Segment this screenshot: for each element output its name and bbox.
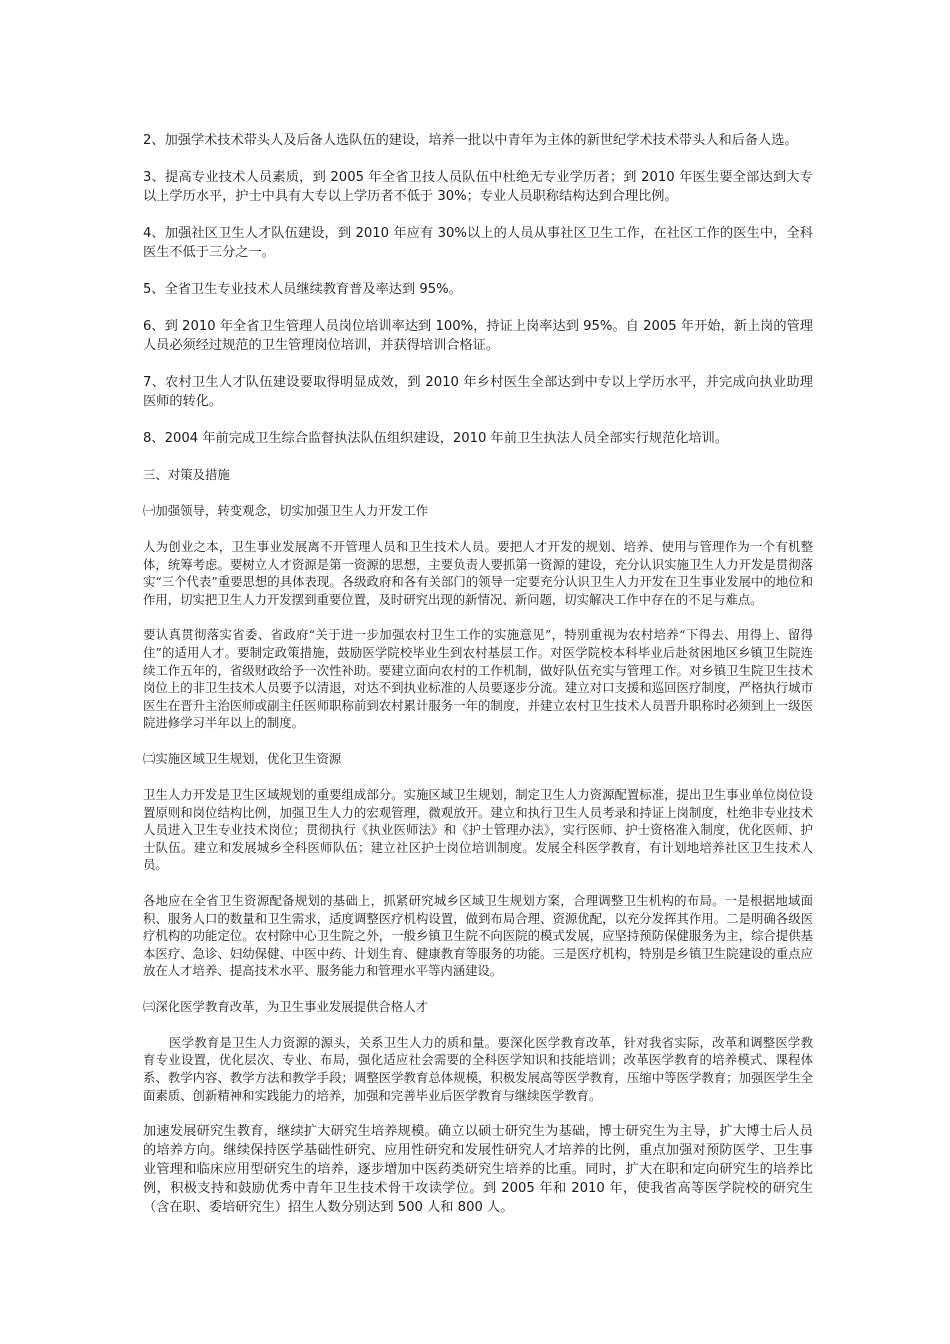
measure-3-paragraph-2: 加速发展研究生教育，继续扩大研究生培养规模。确立以硕士研究生为基础，博士研究生为主导，扩大博士后人员的培养方向。继续保持医学基础性研究、应用性研究和发展性研究人才培养的比例，重点加强对预防医学、卫生事业管理和临床应用型研究生的培养，逐步增加中医药类研究生培养的比重。同时，扩大在职和定向研究生的培养比例，积极支持和鼓励优秀中青年卫生技术骨干攻读学位。到 2005 年和 2010 年，使我省高等医学院校的研究生（含在职、委培研究生）招生人数分别达到 500 人和 800 人。 — [143, 1124, 813, 1216]
measure-3-paragraph-1: 医学教育是卫生人力资源的源头，关系卫生人力的质和量。要深化医学教育改革，针对我省实际，改革和调整医学教育专业设置，优化层次、专业、布局，强化适应社会需要的全科医学知识和技能培训；改革医学教育的培养模式、课程体系、教学内容、教学方法和教学手段；调整医学教育总体规模，积极发展高等医学教育，压缩中等医学教育；加强医学生全面素质、创新精神和实践能力的培养，加强和完善毕业后医学教育与继续医学教育。 — [143, 1034, 813, 1103]
goal-item-2: 2、加强学术技术带头人及后备人选队伍的建设，培养一批以中青年为主体的新世纪学术技术带头人和后备人选。 — [143, 133, 798, 148]
measure-1-heading: ㈠加强领导，转变观念，切实加强卫生人力开发工作 — [143, 503, 428, 518]
goal-item-3: 3、提高专业技术人员素质，到 2005 年全省卫技人员队伍中杜绝无专业学历者；到 2010 年医生要全部达到大专以上学历水平，护士中具有大专以上学历者不低于 30%；专业人员职称结构达到合理比例。 — [143, 170, 813, 204]
goal-item-8: 8、2004 年前完成卫生综合监督执法队伍组织建设，2010 年前卫生执法人员全部实行规范化培训。 — [143, 431, 729, 446]
goal-item-7: 7、农村卫生人才队伍建设要取得明显成效，到 2010 年乡村医生全部达到中专以上学历水平，并完成向执业助理医师的转化。 — [143, 375, 813, 409]
measure-3-heading: ㈢深化医学教育改革，为卫生事业发展提供合格人才 — [143, 998, 428, 1014]
document-page — [143, 131, 813, 1235]
section-heading-measures: 三、对策及措施 — [143, 467, 230, 482]
measure-1-paragraph-2: 要认真贯彻落实省委、省政府“关于进一步加强农村卫生工作的实施意见”，特别重视为农村培养“下得去、用得上、留得住”的适用人才。要制定政策措施，鼓励医学院校毕业生到农村基层工作。对医学院校本科毕业后赴贫困地区乡镇卫生院连续工作五年的，省级财政给予一次性补助。要建立面向农村的工作机制，做好队伍充实与管理工作。对乡镇卫生院卫生技术岗位上的非卫生技术人员要予以清退，对达不到执业标准的人员要逐步分流。建立对口支援和巡回医疗制度，严格执行城市医生在晋升主治医师或副主任医师职称前到农村累计服务一年的制度，并建立农村卫生技术人员晋升职称时必须到上一级医院进修学习半年以上的制度。 — [143, 627, 813, 731]
measure-1-paragraph-1: 人为创业之本，卫生事业发展离不开管理人员和卫生技术人员。要把人才开发的规划、培养、使用与管理作为一个有机整体，统筹考虑。要树立人才资源是第一资源的思想，主要负责人要抓第一资源的建设，充分认识实施卫生人力开发是贯彻落实“三个代表”重要思想的具体表现。各级政府和各有关部门的领导一定要充分认识卫生人力开发在卫生事业发展中的地位和作用，切实把卫生人力开发摆到重要位置，及时研究出现的新情况、新问题，切实解决工作中存在的不足与难点。 — [143, 539, 813, 607]
goal-item-6: 6、到 2010 年全省卫生管理人员岗位培训率达到 100%，持证上岗率达到 95%。自 2005 年开始，新上岗的管理人员必须经过规范的卫生管理岗位培训，并获得培训合格证。 — [143, 319, 813, 353]
goal-item-4: 4、加强社区卫生人才队伍建设，到 2010 年应有 30%以上的人员从事社区卫生工作，在社区工作的医生中，全科医生不低于三分之一。 — [143, 226, 813, 260]
measure-2-heading: ㈡实施区域卫生规划，优化卫生资源 — [143, 750, 342, 766]
measure-2-paragraph-1: 卫生人力开发是卫生区域规划的重要组成部分。实施区域卫生规划，制定卫生人力资源配置标准，提出卫生事业单位岗位设置原则和岗位结构比例，加强卫生人力的宏观管理，微观放开。建立和执行卫生人员考录和持证上岗制度，杜绝非专业技术人员进入卫生专业技术岗位；贯彻执行《执业医师法》和《护士管理办法》，实行医师、护士资格准入制度，优化医师、护士队伍。建立和发展城乡全科医师队伍；建立社区护士岗位培训制度。发展全科医学教育，有计划地培养社区卫生技术人员。 — [143, 786, 813, 873]
measure-2-paragraph-2: 各地应在全省卫生资源配备规划的基础上，抓紧研究城乡区域卫生规划方案，合理调整卫生机构的布局。一是根据地域面积、服务人口的数量和卫生需求，适度调整医疗机构设置，做到布局合理、资源优配，以充分发挥其作用。二是明确各级医疗机构的功能定位。农村除中心卫生院之外，一般乡镇卫生院不向医院的模式发展，应坚持预防保健服务为主，综合提供基本医疗、急诊、妇幼保健、中医中药、计划生育、健康教育等服务的功能。三是医疗机构，特别是乡镇卫生院建设的重点应放在人才培养、提高技术水平、服务能力和管理水平等内涵建设。 — [143, 892, 813, 979]
goal-item-5: 5、全省卫生专业技术人员继续教育普及率达到 95%。 — [143, 282, 462, 297]
